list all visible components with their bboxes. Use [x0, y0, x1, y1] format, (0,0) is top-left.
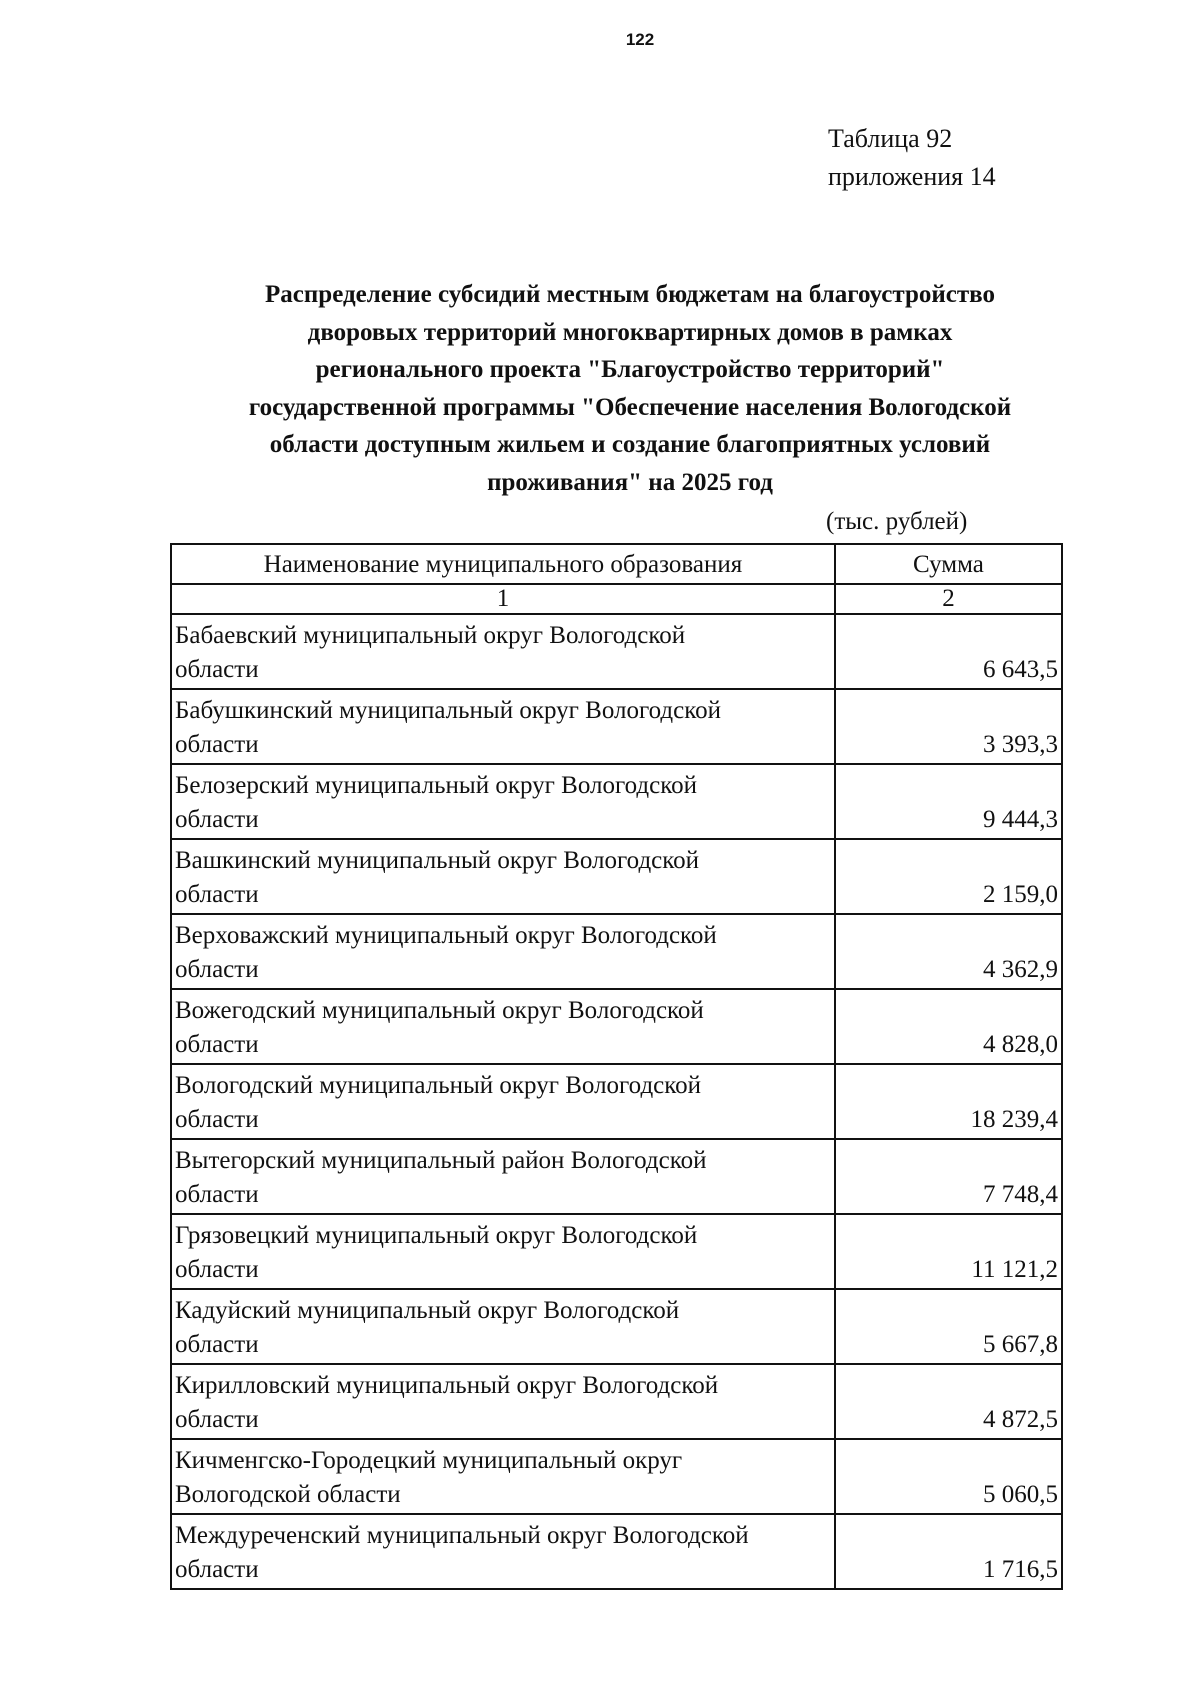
subsidy-amount: 4 828,0: [835, 989, 1062, 1064]
subsidy-amount: 7 748,4: [835, 1139, 1062, 1214]
municipality-name: [171, 1139, 835, 1214]
title-line: области доступным жильем и создание благоприятных условий: [269, 431, 991, 458]
title-line: регионального проекта "Благоустройство территорий": [315, 356, 945, 383]
table-row: [171, 989, 1062, 1064]
table-header-row: [171, 544, 1062, 584]
name-line: области: [175, 731, 259, 758]
municipality-name: [171, 1439, 835, 1514]
page-number: 122: [625, 30, 655, 49]
subsidy-amount: 3 393,3: [835, 689, 1062, 764]
table-row: [171, 839, 1062, 914]
name-line: Вашкинский муниципальный округ Вологодской: [175, 847, 700, 874]
municipality-name: [171, 614, 835, 689]
name-line: Верховажский муниципальный округ Вологодской: [175, 922, 717, 949]
municipality-name: [171, 1289, 835, 1364]
name-line: Вытегорский муниципальный район Вологодской: [175, 1147, 707, 1174]
units-label: (тыс. рублей): [826, 508, 968, 535]
name-line: Вожегодский муниципальный округ Вологодской: [175, 997, 704, 1024]
table-row: [171, 1364, 1062, 1439]
document-title: [170, 276, 1090, 501]
title-line: Распределение субсидий местным бюджетам на благоустройство: [265, 281, 995, 308]
name-line: Вологодской области: [175, 1481, 401, 1508]
header-name-column: Наименование муниципального образования: [171, 544, 835, 584]
table-row: [171, 1439, 1062, 1514]
name-line: области: [175, 1181, 259, 1208]
column-number-row: [171, 584, 1062, 614]
subsidy-amount: 5 667,8: [835, 1289, 1062, 1364]
name-line: области: [175, 806, 259, 833]
table-row: [171, 764, 1062, 839]
name-line: области: [175, 956, 259, 983]
subsidy-amount: 9 444,3: [835, 764, 1062, 839]
municipality-name: [171, 689, 835, 764]
table-row: [171, 1289, 1062, 1364]
name-line: Грязовецкий муниципальный округ Вологодской: [175, 1222, 698, 1249]
name-line: области: [175, 1406, 259, 1433]
name-line: области: [175, 656, 259, 683]
subsidy-amount: 2 159,0: [835, 839, 1062, 914]
municipality-name: [171, 764, 835, 839]
name-line: Междуреченский муниципальный округ Вологодской: [175, 1522, 749, 1549]
table-reference-line: Таблица 92: [828, 124, 953, 153]
name-line: Вологодский муниципальный округ Вологодской: [175, 1072, 702, 1099]
municipality-name: [171, 1064, 835, 1139]
table-row: [171, 1214, 1062, 1289]
subsidy-amount: 6 643,5: [835, 614, 1062, 689]
municipality-name: [171, 1214, 835, 1289]
name-line: Кирилловский муниципальный округ Вологодской: [175, 1372, 719, 1399]
name-line: области: [175, 1106, 259, 1133]
name-line: области: [175, 1331, 259, 1358]
name-line: области: [175, 1256, 259, 1283]
title-line: дворовых территорий многоквартирных домов в рамках: [307, 318, 953, 346]
name-line: области: [175, 881, 259, 908]
title-line: проживания" на 2025 год: [487, 468, 773, 496]
header-sum-column: Сумма: [835, 544, 1062, 584]
table-row: [171, 614, 1062, 689]
table-row: [171, 689, 1062, 764]
name-line: области: [175, 1556, 259, 1583]
municipality-name: [171, 914, 835, 989]
subsidy-amount: 18 239,4: [835, 1064, 1062, 1139]
municipality-name: [171, 1514, 835, 1589]
municipality-name: [171, 1364, 835, 1439]
subsidy-table: [170, 543, 1063, 1590]
name-line: Белозерский муниципальный округ Вологодской: [175, 772, 697, 799]
table-row: [171, 914, 1062, 989]
subsidy-amount: 4 362,9: [835, 914, 1062, 989]
table-reference-line: приложения 14: [828, 162, 996, 191]
subsidy-amount: 5 060,5: [835, 1439, 1062, 1514]
subsidy-amount: 11 121,2: [835, 1214, 1062, 1289]
title-line: государственной программы "Обеспечение населения Вологодской: [248, 393, 1012, 421]
name-line: Кичменгско-Городецкий муниципальный округ: [175, 1447, 683, 1474]
column-number: 1: [171, 584, 835, 614]
table-reference: [828, 120, 996, 196]
table-row: [171, 1064, 1062, 1139]
table-row: [171, 1514, 1062, 1589]
name-line: области: [175, 1031, 259, 1058]
municipality-name: [171, 839, 835, 914]
name-line: Бабушкинский муниципальный округ Вологодской: [175, 697, 721, 724]
table-row: [171, 1139, 1062, 1214]
subsidy-amount: 4 872,5: [835, 1364, 1062, 1439]
subsidy-amount: 1 716,5: [835, 1514, 1062, 1589]
name-line: Кадуйский муниципальный округ Вологодской: [175, 1297, 680, 1324]
name-line: Бабаевский муниципальный округ Вологодской: [175, 622, 686, 649]
column-number: 2: [835, 584, 1062, 614]
municipality-name: [171, 989, 835, 1064]
